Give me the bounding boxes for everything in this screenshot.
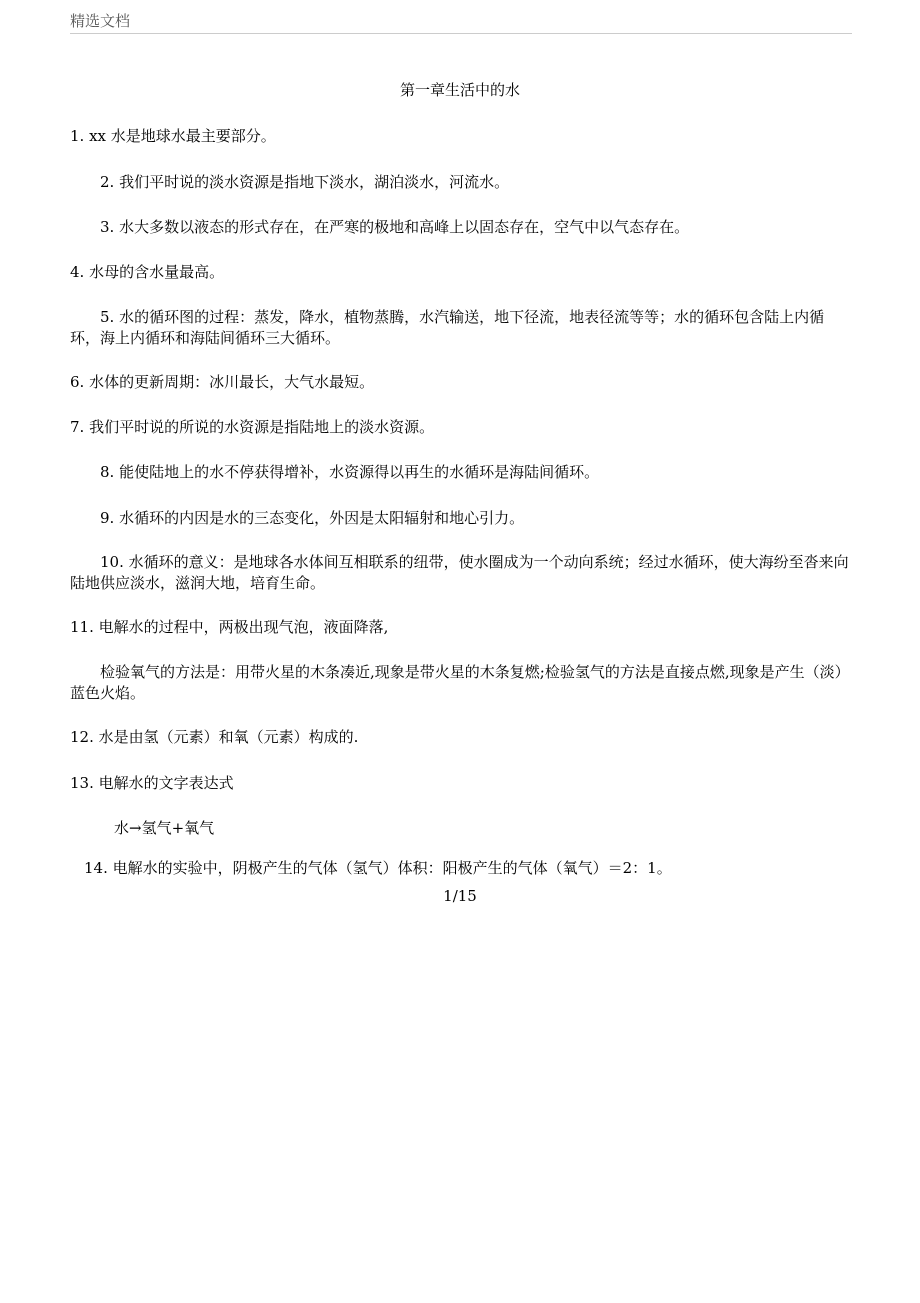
item-11: 11. 电解水的过程中，两极出现气泡，液面降落, [70, 618, 389, 636]
item-12: 12. 水是由氢（元素）和氧（元素）构成的. [70, 728, 359, 746]
document-header [70, 10, 852, 34]
item-5: 5. 水的循环图的过程：蒸发，降水，植物蒸腾，水汽输送，地下径流，地表径流等等；水的循环包含陆上内循环，海上内循环和海陆间循环三大循环。 [70, 308, 825, 347]
item-10: 10. 水循环的意义：是地球各水体间互相联系的纽带，使水圈成为一个动向系统；经过水循环，使大海纷至沓来向陆地供应淡水，滋润大地，培育生命。 [70, 553, 849, 592]
chapter-title: 第一章生活中的水 [399, 81, 520, 99]
item-14: 14. 电解水的实验中，阴极产生的气体（氢气）体积：阳极产生的气体（氧气）＝2：1。 [84, 859, 672, 877]
item-1: 1. xx 水是地球水最主要部分。 [70, 127, 276, 145]
item-7: 7. 我们平时说的所说的水资源是指陆地上的淡水资源。 [70, 418, 435, 436]
item-13: 13. 电解水的文字表达式 [70, 774, 234, 792]
item-2: 2. 我们平时说的淡水资源是指地下淡水，湖泊淡水，河流水。 [100, 173, 510, 191]
item-9: 9. 水循环的内因是水的三态变化，外因是太阳辐射和地心引力。 [100, 509, 525, 527]
oxygen-test-note: 检验氧气的方法是：用带火星的木条凑近,现象是带火星的木条复燃;检验氢气的方法是直接点燃,现象是产生（淡）蓝色火焰。 [70, 663, 850, 702]
page-number: 1/15 [443, 887, 477, 905]
item-4: 4. 水母的含水量最高。 [70, 263, 225, 281]
item-3: 3. 水大多数以液态的形式存在，在严寒的极地和高峰上以固态存在，空气中以气态存在。 [100, 218, 690, 236]
item-8: 8. 能使陆地上的水不停获得增补，水资源得以再生的水循环是海陆间循环。 [100, 463, 600, 481]
word-equation: 水→氢气+氧气 [114, 819, 215, 837]
item-6: 6. 水体的更新周期：冰川最长，大气水最短。 [70, 373, 375, 391]
header-label: 精选文档 [70, 12, 131, 30]
